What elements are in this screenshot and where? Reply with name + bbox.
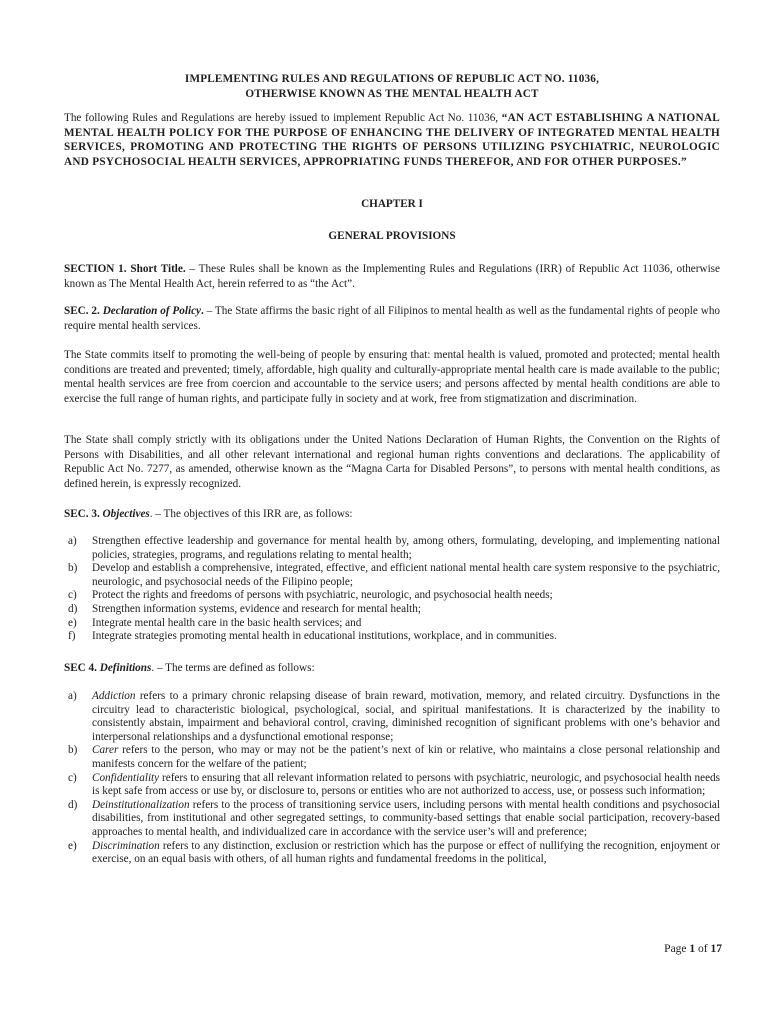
list-text: Develop and establish a comprehensive, integrated, effective, and efficient national mental health care system responsive to the psychiatric, neurologic, and psychosocial needs of the Filipino people;	[92, 562, 720, 588]
title-line-2: OTHERWISE KNOWN AS THE MENTAL HEALTH ACT	[245, 88, 539, 100]
list-item	[64, 562, 720, 589]
definition-term: Carer	[92, 744, 119, 757]
intro-lead: The following Rules and Regulations are hereby issued to implement Republic Act No. 11036,	[64, 112, 502, 124]
section-3-number: SEC. 3.	[64, 508, 103, 520]
list-text: Protect the rights and freedoms of persons with psychiatric, neurologic, and psychosocial health needs;	[92, 589, 553, 602]
definition-text: refers to any distinction, exclusion or restriction which has the purpose or effect of nullifying the recognition, enjoyment or exercise, on an equal basis with others, of all human rights and fundamental freedoms in the political,	[92, 839, 720, 866]
list-text: Strengthen effective leadership and governance for mental health by, among others, formulating, developing, and implementing national policies, strategies, programs, and regulations relating to mental health;	[92, 535, 720, 561]
section-2-text: – The State affirms the basic right of all Filipinos to mental health as well as the fundamental rights of people who require mental health services.	[64, 305, 721, 332]
page-total: 17	[710, 943, 722, 955]
intro-paragraph	[64, 111, 720, 169]
section-2	[64, 304, 720, 333]
title-line-1: IMPLEMENTING RULES AND REGULATIONS OF REPUBLIC ACT NO. 11036,	[184, 73, 600, 85]
list-marker: d)	[68, 798, 78, 811]
list-item	[64, 744, 720, 771]
list-marker: e)	[68, 839, 77, 852]
section-4-number: SEC 4.	[64, 662, 100, 674]
definition-text: refers to a primary chronic relapsing disease of brain reward, motivation, memory, and related circuitry. Dysfunctions in the circuitry lead to characteristic biological, psychological, social, and spiritual manifestations. It is characterized by the inability to consistently abstain, impairment and behavioral control, craving, diminished recognition of significant problems with one’s behavior and interpersonal relationships and a dysfunctional emotional response;	[92, 690, 720, 743]
list-marker: f)	[68, 630, 76, 643]
act-title: “AN ACT ESTABLISHING A NATIONAL MENTAL HEALTH POLICY FOR THE PURPOSE OF ENHANCING THE DELIVERY OF INTEGRATED MENTAL HEALTH SERVICES, PROMOTING AND PROTECTING THE RIGHTS OF PERSONS UTILIZING PSYCHIATRIC, NEUROLOGIC AND PSYCHOSOCIAL HEALTH SERVICES, APPROPRIATING FUNDS THEREFOR, AND FOR OTHER PURPOSES.”	[64, 112, 720, 168]
section-4	[64, 661, 720, 676]
page-number: 1	[689, 943, 696, 955]
chapter-heading: CHAPTER I	[361, 198, 423, 210]
list-marker: a)	[68, 535, 77, 547]
list-item	[64, 617, 720, 631]
document-title	[64, 72, 720, 102]
list-item	[64, 772, 720, 799]
section-3	[64, 507, 720, 522]
section-3-text: . – The objectives of this IRR are, as follows:	[149, 508, 353, 520]
page-footer	[664, 943, 722, 955]
list-item	[64, 603, 720, 617]
section-1	[64, 262, 720, 291]
list-text: Integrate mental health care in the basic health services; and	[92, 616, 362, 629]
section-2-number: SEC. 2.	[64, 305, 103, 317]
list-item	[64, 630, 720, 644]
definition-term: Confidentiality	[92, 771, 160, 784]
definition-term: Discrimination	[92, 839, 160, 852]
list-item	[64, 589, 720, 603]
list-text: Integrate strategies promoting mental health in educational institutions, workplace, and in communities.	[92, 630, 557, 643]
page-word: Page	[664, 943, 690, 955]
section-2-dot: .	[201, 305, 204, 317]
page-of: of	[695, 943, 711, 955]
section-2-paragraph-3: The State shall comply strictly with its obligations under the United Nations Declaration of Human Rights, the Convention on the Rights of Persons with Disabilities, and all other relevant international and regional human rights conventions and declarations. The applicability of Republic Act No. 7277, as amended, otherwise known as the “Magna Carta for Disabled Persons”, to persons with mental health conditions, as defined herein, is expressly recognized.	[64, 434, 720, 490]
list-item	[64, 535, 720, 562]
list-marker: a)	[68, 690, 77, 702]
definition-term: Addiction	[92, 690, 136, 702]
list-item	[64, 690, 720, 744]
definitions-list	[64, 690, 720, 867]
list-marker: d)	[68, 602, 78, 615]
objectives-list	[64, 535, 720, 644]
definition-text: refers to the person, who may or may not be the patient’s next of kin or relative, who maintains a close personal relationship and manifests concern for the welfare of the patient;	[92, 744, 720, 770]
list-marker: c)	[68, 589, 77, 602]
section-4-text: . – The terms are defined as follows:	[151, 662, 315, 674]
list-marker: e)	[68, 616, 77, 629]
list-marker: c)	[68, 771, 77, 784]
list-text: Strengthen information systems, evidence and research for mental health;	[92, 602, 421, 615]
list-marker: b)	[68, 744, 78, 757]
section-1-text: – These Rules shall be known as the Implementing Rules and Regulations (IRR) of Republic Act 11036, otherwise known as The Mental Health Act, herein referred to as “the Act”.	[64, 263, 720, 290]
list-marker: b)	[68, 562, 78, 575]
definition-term: Deinstitutionalization	[92, 798, 190, 811]
definition-text: refers to the process of transitioning service users, including persons with mental health conditions and psychosocial disabilities, from institutional and other segregated settings, to community-based settings that enable social participation, recovery-based approaches to mental health, and individualized care in accordance with the service user’s will and preference;	[92, 798, 720, 838]
list-item	[64, 799, 720, 840]
section-3-title: Objectives	[102, 508, 150, 520]
definition-text: refers to ensuring that all relevant information related to persons with psychiatric, neurologic, and psychosocial health needs is kept safe from access or use by, or disclosure to, persons or entities who are not authorized to access, use, or possess such information;	[92, 771, 720, 798]
section-2-paragraph-2: The State commits itself to promoting the well-being of people by ensuring that: mental health is valued, promoted and protected; mental health conditions are treated and prevented; timely, affordable, high quality and culturally-appropriate mental health care is made available to the public; mental health services are free from coercion and accountable to the service users; and persons affected by mental health conditions are able to exercise the full range of human rights, and participate fully in society and at work, free from stigmatization and discrimination.	[64, 349, 720, 405]
section-1-label: SECTION 1. Short Title.	[64, 263, 186, 275]
section-4-title: Definitions	[99, 662, 152, 674]
chapter-title: GENERAL PROVISIONS	[328, 230, 456, 242]
section-2-title: Declaration of Policy	[102, 305, 202, 317]
list-item	[64, 840, 720, 867]
